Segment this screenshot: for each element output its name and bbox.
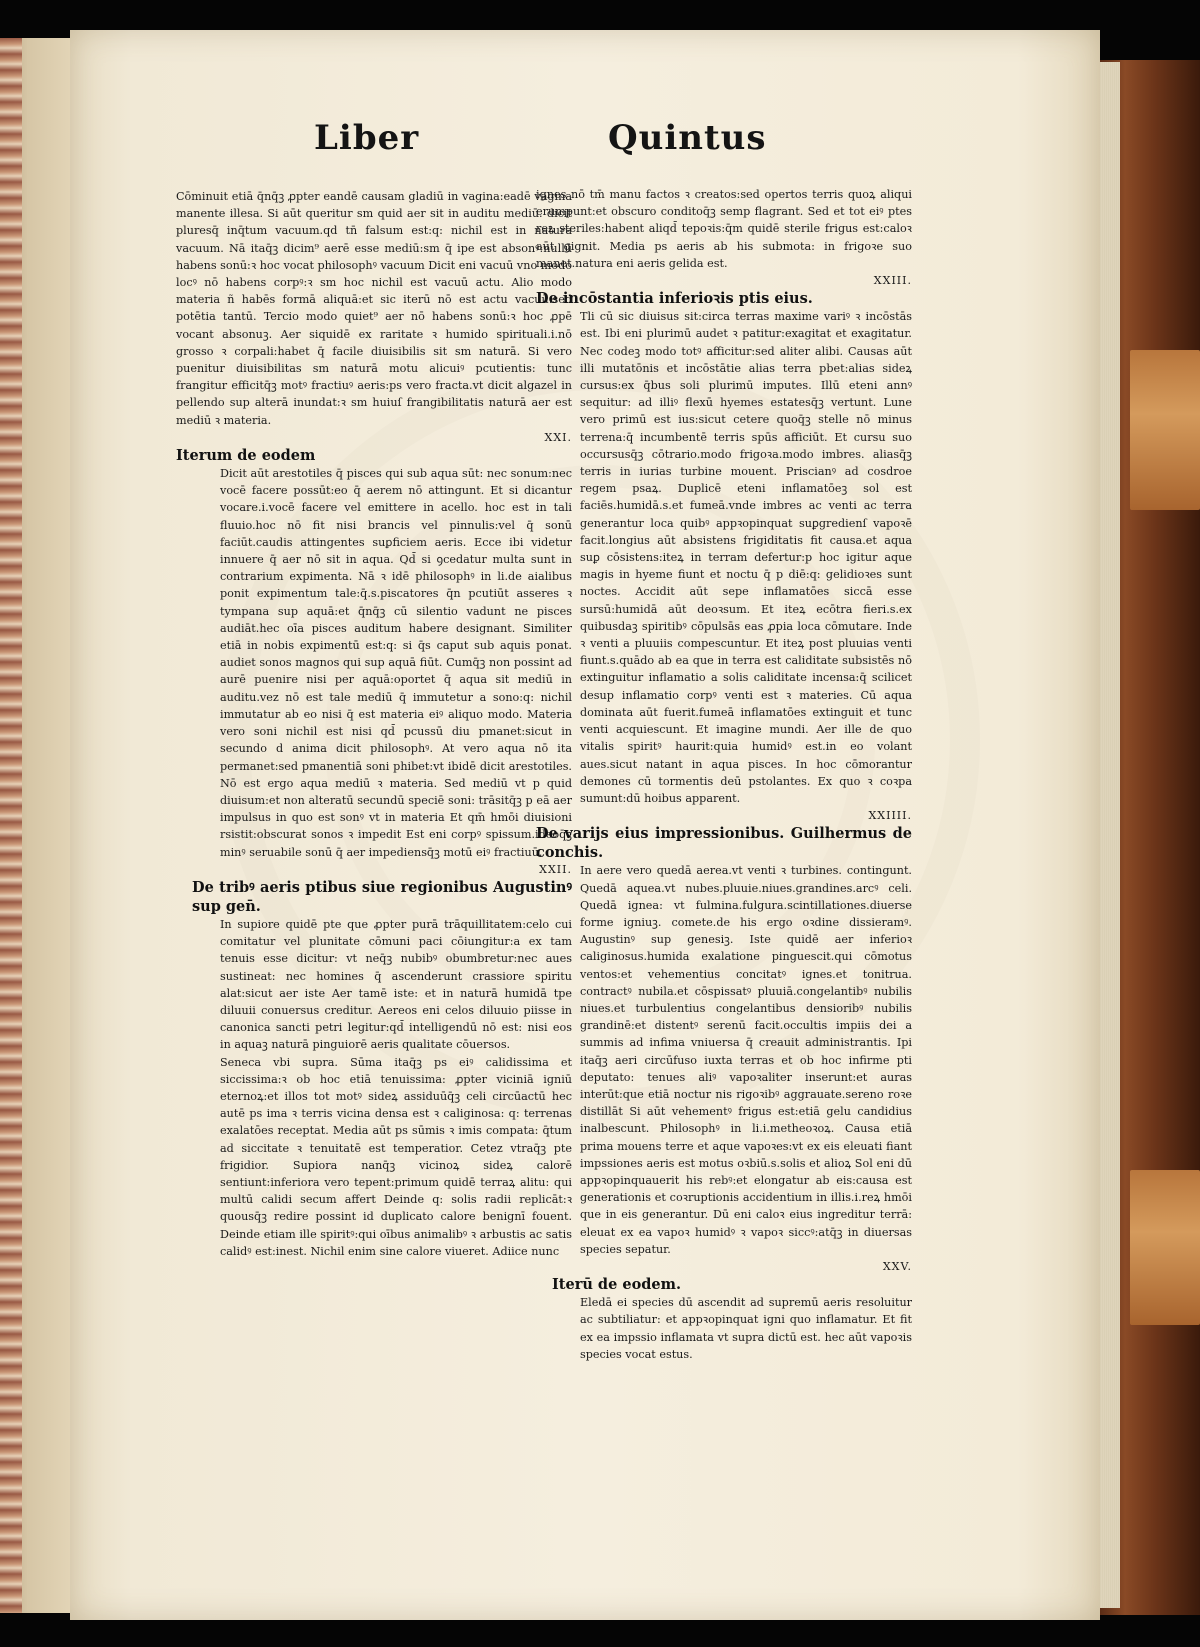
clasp-strap bbox=[1130, 350, 1200, 510]
chapter-number: XXI. bbox=[544, 430, 572, 444]
right-text-column bbox=[536, 186, 912, 1363]
chapter-heading: De varijs eius impressionibus. Guilhermus de conchis. bbox=[536, 825, 912, 862]
book-page bbox=[70, 30, 1100, 1620]
paragraph: Dicit aūt arestotiles q̄ pisces qui sub aqua sūt: nec sonum:nec vocē facere possūt:eo q̄ aerem nō attingunt. Et si dicantur vocare.i.vocē facere vel emittere in acello. hoc est in tali fluuio.hoc nō fit nisi brancis vel pinnulis:vel q̄ sonū faciūt.caudis attingentes suꝑficiem aeris. Ecce ibi videtur innuere q̄ aer nō sit in aqua. Qd̄ si ꝯcedatur multa sunt in contrarium expimenta. Nā ꝛ idē philosophꝰ in li.de aialibus ponit expimentum tale:q̄.s.piscatores q̄n pcutiūt asseres ꝛ tympana sup aquā:et q̄nq̄ꝫ cū silentio vadunt ne pisces audiāt.hec oīa pisces auditum habere designant. Similiter etiā in nobis expimentū est:q: si q̄s caput sub aquis ponat. audiet sonos magnos qui sup aquā fiūt. Cumq̄ꝫ non possint ad aurē puenire nisi per aquā:oportet q̄ aqua sit mediū in auditu.vez nō est tale mediū q̄ immutetur a sono:q: nichil immutatur ab eo nisi q̄ est materia eiꝰ aliquo modo. Materia vero soni nichil est nisi qd̄ pcussū diu pmanet:sicut in secundo d anima dicit philosophꝰ. At vero aqua nō ita permanet:sed pmanentiā soni phibet:vt ibidē dicit arestotiles. Nō est ergo aqua mediū ꝛ materia. Sed mediū vt p quid diuisum:et non alteratū secundū speciē soni: trāsitq̄ꝫ p eā aer impulsus in quo est sonꝰ vt in materia Et qm̄ hmōi diuisioni rsistit:obscurat sonos ꝛ impedit Est eni corpꝰ spissum.ideoq̄ꝫ minꝰ seruabile sonū q̄ aer impediensq̄ꝫ motū eiꝰ fractiuū. bbox=[220, 467, 572, 859]
chapter-heading: De incōstantia inferioꝛis ptis eius. bbox=[536, 290, 813, 308]
chapter-heading: Iterum de eodem bbox=[176, 447, 316, 465]
chapter-heading: Iterū de eodem. bbox=[552, 1276, 681, 1294]
chapter-number: XXIIII. bbox=[868, 809, 912, 823]
chapter-number: XXV. bbox=[882, 1259, 912, 1273]
running-head-right: Quintus bbox=[608, 118, 767, 158]
chapter-number: XXIII. bbox=[873, 274, 912, 288]
binding-thread bbox=[0, 38, 22, 1613]
left-text-column bbox=[176, 188, 572, 1260]
paragraph: Eledā ei species dū ascendit ad supremū aeris resoluitur ac subtiliatur: et appꝛopinquat igni quo inflamatur. Et fit ex ea impssio inflamata vt supra dictū est. hec aūt vapoꝛis species vocat estus. bbox=[580, 1296, 912, 1361]
paragraph: ignes nō tm̄ manu factos ꝛ creatos:sed opertos terris quoꝝ aliqui erumpunt:et obscuro conditoq̄ꝫ semp flagrant. Sed et tot eiꝰ ptes reꝝ steriles:habent aliqd̄ tepoꝛis:q̄m quidē sterile frigus est:caloꝛ aūt gignit. Media ps aeris ab his submota: in frigoꝛe suo manet.natura eni aeris gelida est. bbox=[536, 188, 912, 270]
paragraph: In aere vero quedā aerea.vt venti ꝛ turbines. contingunt. Quedā aquea.vt nubes.pluuie.niues.grandines.arcꝰ celi. Quedā ignea: vt fulmina.fulgura.scintillationes.diuerse forme igniuꝫ. comete.de his ergo oꝛdine dissieramꝰ. Augustinꝰ sup genesiꝫ. Iste quidē aer inferioꝛ caliginosus.humida exalatione pinguescit.qui cōmotus ventos:et vehementius concitatꝰ ignes.et tonitrua. contractꝰ nubila.et cōspissatꝰ pluuiā.congelantibꝰ nubilis niues.et turbulentius congelantibus densioribꝰ nubilis grandinē:et distentꝰ serenū facit.occultis impiis dei a summis ad infima vniuersa q̄ creauit administrantis. Ipi itaq̄ꝫ aeri circūfuso iuxta terras et ob hoc infirme pti deputato: tenues aliꝰ vapoꝛaliter inserunt:et auras interūt:que etiā noctur nis rigoꝛibꝰ aggrauate.sereno roꝛe distillāt Si aūt vehementꝰ frigus est:etiā gelu candidius inalbescunt. Philosophꝰ in li.i.metheoꝛoꝝ. Causa etiā prima mouens terre et aque vapoꝛes:vt ex eis eleuati fiant impssiones aeris est motus oꝛbiū.s.solis et alioꝝ Sol eni dū appꝛopinquauerit his rebꝰ:et elongatur ab eis:causa est generationis et coꝛruptionis accidentium in illis.i.reꝝ hmōi que in eis generantur. Dū eni caloꝛ eius ingreditur terrā: eleuat ex ea vapoꝛ humidꝰ ꝛ vapoꝛ siccꝰ:atq̄ꝫ in diuersas species sepatur. bbox=[580, 864, 912, 1256]
paragraph: In supiore quidē pte que ꝓpter purā trāquillitatem:celo cui comitatur vel plunitate cōmuni paci cōiungitur:a ex tam tenuis esse dicitur: vt neq̄ꝫ nubibꝰ obumbretur:nec aues sustineat: nec homines q̄ ascenderunt crassiore spiritu alat:sicut aer iste Aer tamē iste: et in naturā humidā tpe diluuii conuersus creditur. Aereos eni celos diluuio piisse in canonica sancti petri legitur:qd̄ intelligendū nō est: nisi eos in aquaꝫ naturā pinguiorē aeris qualitate cōuersos. bbox=[220, 917, 572, 1052]
running-head-left: Liber bbox=[314, 118, 420, 158]
page-stack-edge bbox=[1100, 62, 1120, 1608]
paragraph: Tli cū sic diuisus sit:circa terras maxime variꝰ ꝛ incōstās est. Ibi eni plurimū audet ꝛ patitur:exagitat et exagitatur. Nec codeꝫ modo totꝰ afficitur:sed aliter alibi. Causas aūt illi mutatōnis et incōstātie alias terra pbet:alias sideꝝ cursus:ex q̄bus soli plurimū imputes. Illū eteni annꝰ sequitur: ad illiꝰ flexū hyemes estatesq̄ꝫ vertunt. Lune vero primū est ius:sicut cetere quoq̄ꝫ stelle nō minus terrena:q̄ incumbentē terris spūs afficiūt. Et cursu suo occursusq̄ꝫ cōtrario.modo frigoꝛa.modo imbres. aliasq̄ꝫ terris in iurias turbine mouent. Priscianꝰ ad cosdroe regem psaꝝ. Duplicē eteni inflamatōeꝫ sol est faciēs.humidā.s.et fumeā.vnde imbres ac venti ac terra generantur loca quibꝰ appꝛopinquat suꝑgredienſ vapoꝛē facit.longius aūt absistens frigiditatis fit causa.et aqua suꝑ cōsistens:iteꝝ in terram defertur:p hoc igitur aque magis in hyeme fiunt et noctu q̄ p diē:q: gelidioꝛes sunt noctes. Accidit aūt sepe inflamatōes siccā esse sursū:humidā aūt deoꝛsum. Et iteꝝ ecōtra fieri.s.ex quibusdaꝫ spiritibꝰ cōpulsās eas ꝓpia loca cōmutare. Inde ꝛ venti a pluuiis compescuntur. Et iteꝝ post pluuias venti fiunt.s.quādo ab ea que in terra est caliditate subsistēs nō extinguitur inflamatio a solis caliditate incensa:q̄ scilicet desup inflamatio corpꝰ venti est ꝛ materies. Cū aqua dominata aūt fuerit.fumeā inflamatōes extinguit et tunc venti acquiescunt. Et imagine mundi. Aer ille de quo vitalis spiritꝰ haurit:quia humidꝰ est.in eo volant aues.sicut natant in aqua pisces. In hoc cōmorantur demones cū tormentis deū pstolantes. Ex quo ꝛ coꝛpa sumunt:dū hoibus apparent. bbox=[580, 310, 912, 805]
chapter-heading: De tribꝰ aeris ptibus siue regionibus Augustinꝰ sup gen̄. bbox=[192, 878, 572, 915]
clasp-strap bbox=[1130, 1170, 1200, 1325]
chapter-number: XXII. bbox=[539, 862, 572, 876]
paragraph: Seneca vbi supra. Sūma itaq̄ꝫ ps eiꝰ calidissima et siccissima:ꝛ ob hoc etiā tenuissima: ꝓpter viciniā igniū eternoꝝ:et illos tot motꝰ sideꝝ assiduūq̄ꝫ celi circūactū hec autē ps ima ꝛ terris vicina densa est ꝛ caliginosa: q: terrenas exalatōes receptat. Media aūt ps sūmis ꝛ imis compata: q̄tum ad siccitate ꝛ tenuitatē est temperatior. Cetez vtraq̄ꝫ pte frigidior. Supiora nanq̄ꝫ vicinoꝝ sideꝝ calorē sentiunt:inferiora vero tepent:primum quidē terraꝝ alitu: qui multū calidi secum affert Deinde q: solis radii replicāt:ꝛ quousq̄ꝫ redire possint id duplicato calore benignī fouent. Deinde etiam ille spiritꝰ:qui oībus animalibꝰ ꝛ arbustis ac satis calidꝰ est:inest. Nichil enim sine calore viueret. Adiice nunc bbox=[220, 1055, 572, 1258]
paragraph: Cōminuit etiā q̄nq̄ꝫ ꝓpter eandē causam gladiū in vagina:eadē vagina manente illesa. Si aūt queritur sm quid aer sit in auditu mediū. dicit pluresq̄ inq̄tum vacuum.qd tn̄ falsum est:q: nichil est in natura vacuum. Nā itaq̄ꝫ dicim⁹ aerē esse mediū:sm q̄ ipe est absonꝰ:nullū habens sonū:ꝛ hoc vocat philosophꝰ vacuum Dicit eni vacuū vno modo locꝰ nō habens corpꝰ:ꝛ sm hoc nichil est vacuū actu. Alio modo materia ñ habēs formā aliquā:et sic iterū nō est actu vacuū:sed potētia tantū. Tercio modo quiet⁹ aer nō habens sonū:ꝛ hoc ꝓpē vocant absonuꝫ. Aer siquidē ex raritate ꝛ humido spirituali.i.nō grosso ꝛ corpali:habet q̄ facile diuisibilis sit sm naturā. Si vero puenitur diuisibilitas sm naturā motu alicuiꝰ pcutientis: tunc frangitur efficitq̄ꝫ motꝰ fractiuꝰ aeris:ps vero fracta.vt dicit algazel in pellendo sup alterā inundat:ꝛ sm huiuſ frangibilitatis naturā aer est mediū ꝛ materia. bbox=[176, 190, 572, 427]
